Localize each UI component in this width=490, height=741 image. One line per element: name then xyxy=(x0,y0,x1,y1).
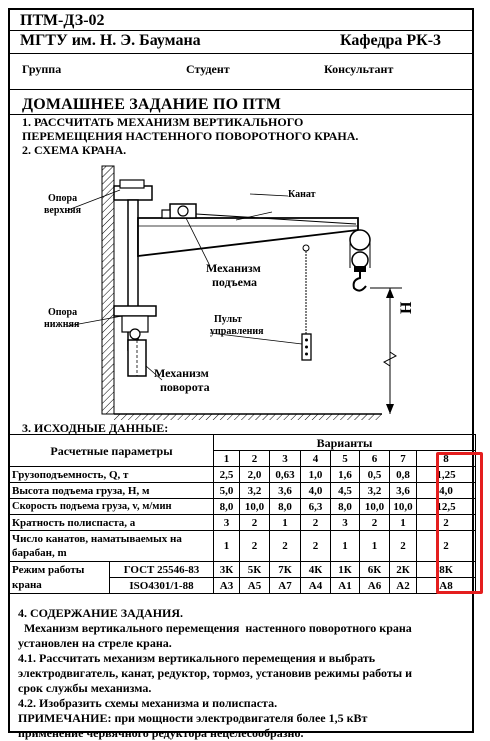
value-cell: 1 xyxy=(214,531,240,562)
value-cell: А2 xyxy=(390,578,417,594)
jib-boom xyxy=(138,218,358,256)
value-cell: 8,0 xyxy=(270,499,301,515)
consultant-label: Консультант xyxy=(324,62,394,76)
value-cell: 0,63 xyxy=(270,467,301,483)
variant-number: 4 xyxy=(301,451,331,467)
value-cell: 1 xyxy=(390,515,417,531)
value-cell: 5,0 xyxy=(214,483,240,499)
value-cell: 6К xyxy=(360,562,390,578)
value-cell: 1К xyxy=(331,562,360,578)
value-cell: 10,0 xyxy=(360,499,390,515)
value-cell: 3 xyxy=(331,515,360,531)
value-cell: 3,6 xyxy=(390,483,417,499)
table-row xyxy=(10,483,476,499)
value-cell: 2,0 xyxy=(240,467,270,483)
table-row xyxy=(10,467,476,483)
value-cell: 2 xyxy=(390,531,417,562)
value-cell: 8К xyxy=(417,562,476,578)
table-row xyxy=(10,531,476,562)
section-3-title: 3. ИСХОДНЫЕ ДАННЫЕ: xyxy=(22,421,169,435)
student-label: Студент xyxy=(186,62,230,76)
variants-header-cell: Варианты xyxy=(214,435,476,451)
value-cell: 3К xyxy=(214,562,240,578)
value-cell: 1 xyxy=(360,531,390,562)
section-4-line-7: ПРИМЕЧАНИЕ: при мощности электродвигателя более 1,5 кВт xyxy=(18,711,368,725)
end-pulley xyxy=(350,230,370,250)
value-cell: 2 xyxy=(240,515,270,531)
hook-block-pulley xyxy=(352,252,368,268)
value-cell: 8,0 xyxy=(331,499,360,515)
variant-number: 1 xyxy=(214,451,240,467)
variant-number: 5 xyxy=(331,451,360,467)
slew-mechanism-label-1: Механизм xyxy=(154,366,209,380)
assignment-content xyxy=(18,606,468,741)
table-row xyxy=(10,499,476,515)
value-cell: 1 xyxy=(331,531,360,562)
variant-number: 3 xyxy=(270,451,301,467)
standard-name: ГОСТ 25546-83 xyxy=(110,562,214,578)
value-cell: 2 xyxy=(360,515,390,531)
value-cell: 6,3 xyxy=(301,499,331,515)
standard-name: ISO4301/1-88 xyxy=(110,578,214,594)
value-cell: 2,5 xyxy=(214,467,240,483)
university-name: МГТУ им. Н. Э. Баумана xyxy=(20,32,201,49)
value-cell: 4,0 xyxy=(301,483,331,499)
value-cell: 7К xyxy=(270,562,301,578)
value-cell: А7 xyxy=(270,578,301,594)
value-cell: 2К xyxy=(390,562,417,578)
table-row xyxy=(10,562,476,578)
variant-8-highlight xyxy=(436,452,483,594)
slew-mechanism-label-2: поворота xyxy=(160,380,210,394)
crane-hook xyxy=(354,272,366,291)
variant-number: 6 xyxy=(360,451,390,467)
upper-support-label-2: верхняя xyxy=(44,205,81,216)
value-cell: 3,6 xyxy=(270,483,301,499)
value-cell: 8,0 xyxy=(214,499,240,515)
value-cell: 2 xyxy=(417,531,476,562)
value-cell: А5 xyxy=(240,578,270,594)
control-panel-label-1: Пульт xyxy=(214,314,242,325)
hoist-mechanism-label-1: Механизм xyxy=(206,261,261,275)
variant-number: 8 xyxy=(417,451,476,467)
lower-support-label-2: нижняя xyxy=(44,319,80,330)
param-name: Грузоподъемность, Q, т xyxy=(10,467,214,483)
table-row xyxy=(10,515,476,531)
value-cell: 1,0 xyxy=(301,467,331,483)
value-cell: 2 xyxy=(301,515,331,531)
value-cell: 0,8 xyxy=(390,467,417,483)
document-code: ПТМ-ДЗ-02 xyxy=(20,12,105,29)
department-name: Кафедра РК-3 xyxy=(340,32,442,49)
group-label: Группа xyxy=(22,62,62,76)
value-cell: 3 xyxy=(214,515,240,531)
variant-number: 7 xyxy=(390,451,417,467)
section-4-line-6: 4.2. Изобразить схемы механизма и полиспаста. xyxy=(18,696,278,710)
value-cell: 2 xyxy=(301,531,331,562)
value-cell: 0,5 xyxy=(360,467,390,483)
section-1-line-2: ПЕРЕМЕЩЕНИЯ НАСТЕННОГО ПОВОРОТНОГО КРАНА. xyxy=(22,129,359,143)
param-name: Кратность полиспаста, а xyxy=(10,515,214,531)
value-cell: 3,2 xyxy=(360,483,390,499)
value-cell: 12,5 xyxy=(417,499,476,515)
divider xyxy=(10,89,472,90)
value-cell: А8 xyxy=(417,578,476,594)
value-cell: 10,0 xyxy=(240,499,270,515)
upper-bearing xyxy=(120,180,144,188)
rope-label: Канат xyxy=(288,189,316,200)
mode-label: Режим работы крана xyxy=(10,562,110,594)
height-symbol: H xyxy=(398,301,415,314)
parameters-table xyxy=(9,434,476,594)
section-4-title: 4. СОДЕРЖАНИЕ ЗАДАНИЯ. xyxy=(18,606,184,620)
divider xyxy=(10,30,472,31)
hoist-mechanism-label-2: подъема xyxy=(212,275,258,289)
value-cell: 4,5 xyxy=(331,483,360,499)
control-panel-label-2: управления xyxy=(210,326,264,337)
section-4-line-4: электродвигатель, канат, редуктор, тормоз, установив режимы работы и xyxy=(18,666,413,680)
value-cell: 4,0 xyxy=(417,483,476,499)
lower-support-label-1: Опора xyxy=(48,307,78,318)
value-cell: 2 xyxy=(270,531,301,562)
section-2-title: 2. СХЕМА КРАНА. xyxy=(22,143,127,157)
section-4-line-8: применение червячного редуктора нецелесообразно. xyxy=(18,726,304,740)
variant-number: 2 xyxy=(240,451,270,467)
value-cell: 4К xyxy=(301,562,331,578)
value-cell: А1 xyxy=(331,578,360,594)
value-cell: 3,2 xyxy=(240,483,270,499)
value-cell: 2 xyxy=(417,515,476,531)
crane-diagram xyxy=(10,156,472,428)
value-cell: 2 xyxy=(240,531,270,562)
value-cell: 1,25 xyxy=(417,467,476,483)
value-cell: 1,6 xyxy=(331,467,360,483)
value-cell: 5К xyxy=(240,562,270,578)
section-4-line-2: установлен на стреле крана. xyxy=(18,636,172,650)
upper-support-label-1: Опора xyxy=(48,193,78,204)
value-cell: А4 xyxy=(301,578,331,594)
divider xyxy=(10,53,472,54)
value-cell: 1 xyxy=(270,515,301,531)
floor-hatch xyxy=(114,414,382,420)
value-cell: 10,0 xyxy=(390,499,417,515)
lower-support-bracket xyxy=(114,306,156,316)
value-cell: А6 xyxy=(360,578,390,594)
assignment-sheet xyxy=(8,8,474,740)
wall xyxy=(102,166,114,414)
param-name: Число канатов, наматываемых на барабан, m xyxy=(10,531,214,562)
section-4-line-1: Механизм вертикального перемещения настенного поворотного крана xyxy=(18,621,412,635)
param-header-cell: Расчетные параметры xyxy=(10,435,214,467)
param-name: Скорость подъема груза, v, м/мин xyxy=(10,499,214,515)
section-4-line-5: срок службы механизма. xyxy=(18,681,152,695)
section-1-line-1: 1. РАССЧИТАТЬ МЕХАНИЗМ ВЕРТИКАЛЬНОГО xyxy=(22,115,304,129)
value-cell: А3 xyxy=(214,578,240,594)
page-title: ДОМАШНЕЕ ЗАДАНИЕ ПО ПТМ xyxy=(22,96,282,113)
slew-gear xyxy=(130,329,140,339)
param-name: Высота подъема груза, Н, м xyxy=(10,483,214,499)
section-4-line-3: 4.1. Рассчитать механизм вертикального перемещения и выбрать xyxy=(18,651,376,665)
